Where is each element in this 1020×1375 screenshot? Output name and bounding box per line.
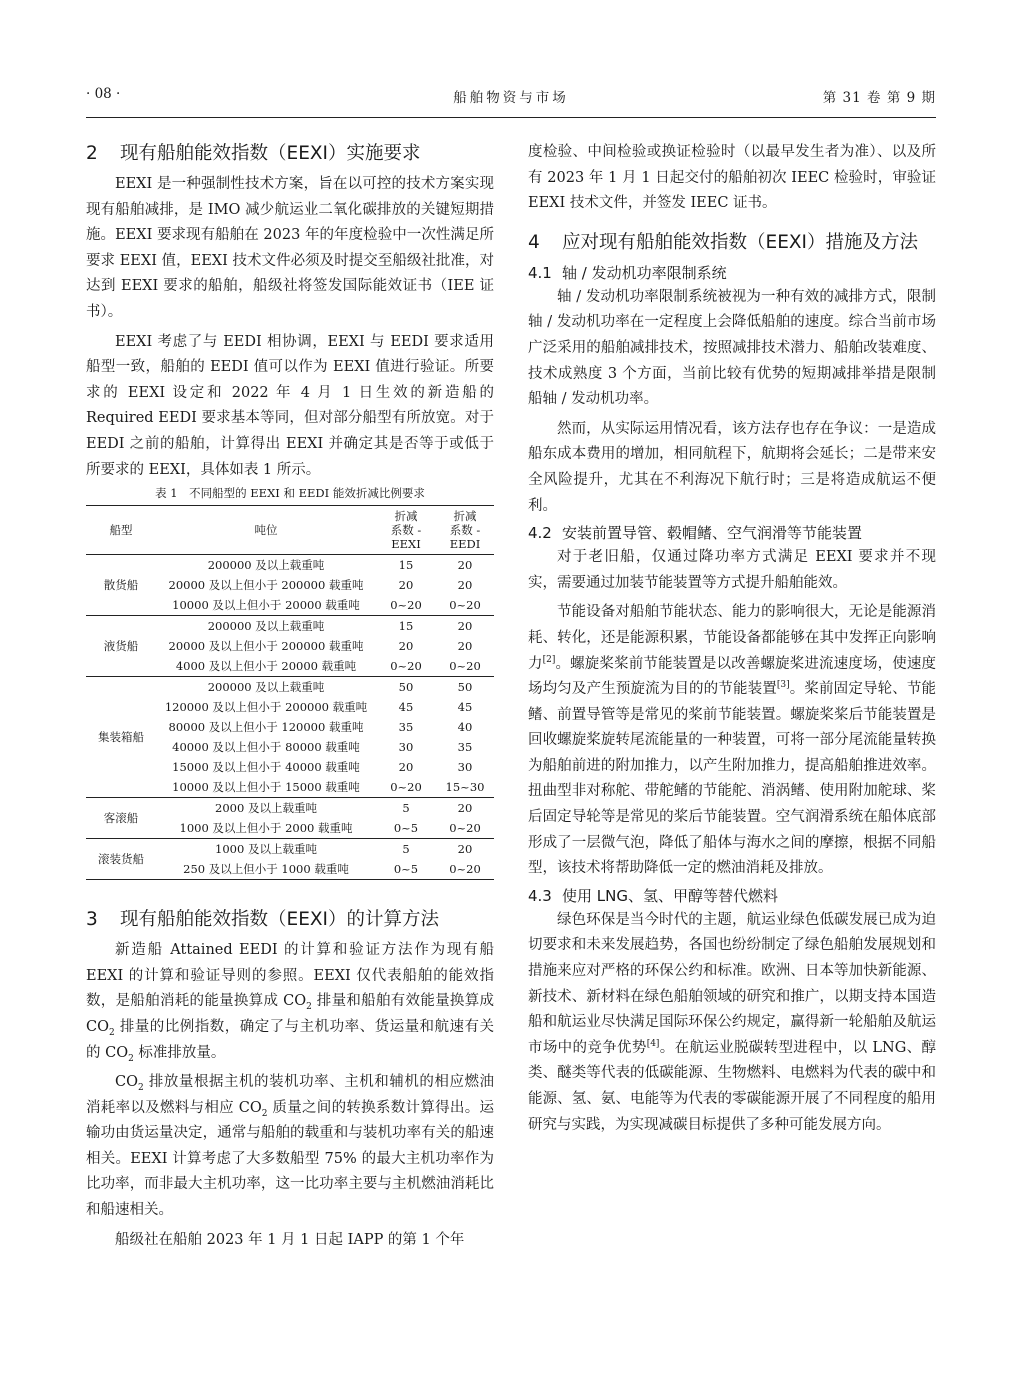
ship-type-cell: 客滚船 [103,811,139,826]
continued-paragraph: 度检验、中间检验或换证检验时（以最早发生者为准）、以及所有 2023 年 1 月 1 日起交付的船舶初次 IEEC 检验时，审验证 EEXI 技术文件，并签发 IEEC 证书。 [528,144,936,212]
section-2-paragraph-2: EEXI 考虑了与 EEDI 相协调，EEXI 与 EEDI 要求适用船型一致，船舶的 EEDI 值可以作为 EEXI 值进行验证。所要求的 EEXI 设定和 2022 年 4 月 1 日生效的新造船的 Required EEDI 要求基本等同，但对部分船型有所放宽。对于 EEDI 之前的船舶，计算得出 EEXI 并确定其是否等于或低于所要求的 EEXI，具体如表 1 所示。 [86,333,494,478]
citation-4[interactable]: [4] [646,1038,660,1049]
section-4-1-heading: 4.1 轴 / 发动机功率限制系统 [528,263,727,282]
eedi-cell: 0~20 [449,862,481,877]
eedi-cell: 45 [457,700,473,715]
eedi-cell: 20 [457,558,473,573]
ship-type-cell: 集装箱船 [98,730,144,745]
tonnage-cell: 15000 及以上但小于 40000 载重吨 [172,760,360,775]
tonnage-cell: 2000 及以上载重吨 [215,801,317,816]
section-3-paragraph-3: 船级社在船舶 2023 年 1 月 1 日起 IAPP 的第 1 个年 [115,1231,465,1248]
eedi-cell: 0~20 [449,821,481,836]
eedi-cell: 20 [457,578,473,593]
tonnage-cell: 200000 及以上载重吨 [207,680,325,695]
eexi-cell: 0~20 [390,659,422,674]
eexi-cell: 5 [402,842,410,857]
ship-type-cell: 散货船 [103,578,139,593]
table-row [86,677,494,698]
tonnage-cell: 40000 及以上但小于 80000 载重吨 [172,740,360,755]
citation-3[interactable]: [3] [776,680,790,691]
citation-2[interactable]: [2] [542,654,556,665]
eedi-cell: 20 [457,639,473,654]
table-header-row [86,506,494,555]
section-4-3-heading: 4.3 使用 LNG、氢、甲醇等替代燃料 [528,886,778,905]
eexi-cell: 15 [398,558,414,573]
tonnage-cell: 10000 及以上但小于 20000 载重吨 [172,598,360,613]
header-eedi: 折减 系数 - EEDI [449,509,481,552]
eedi-cell: 15~30 [445,780,485,795]
tonnage-cell: 200000 及以上载重吨 [207,619,325,634]
eexi-cell: 35 [398,720,414,735]
section-4-1-title: 轴 / 发动机功率限制系统 [562,263,727,282]
journal-title: 船舶物资与市场 [453,90,569,106]
eedi-cell: 30 [457,760,473,775]
eedi-cell: 0~20 [449,598,481,613]
eexi-cell: 0~20 [390,780,422,795]
table-row [86,798,494,819]
section-2-heading: 2 现有船舶能效指数（EEXI）实施要求 [86,143,421,164]
ship-type-cell: 液货船 [103,639,139,654]
table-1-caption: 表 1 不同船型的 EEXI 和 EEDI 能效折减比例要求 [155,486,425,501]
section-4-1-paragraph-2: 然而，从实际运用情况看，该方法存也存在争议：一是造成船东成本费用的增加，相同航程下，航期将会延长；二是带来安全风险提升，尤其在不利海况下航行时；三是将造成航运不便利。 [528,420,936,514]
header-eexi: 折减 系数 - EEXI [390,509,422,552]
section-4-3-paragraph-1: 绿色环保是当今时代的主题，航运业绿色低碳发展已成为迫切要求和未来发展趋势，各国也纷纷制定了绿色船舶发展规划和措施来应对严格的环保公约和标准。欧洲、日本等加快新能源、新技术、新材料在绿色船舶领域的研究和推广，以期支持本国造船和航运业尽快满足国际环保公约规定，赢得新一轮船舶及航运市场中的竞争优势[4]。在航运业脱碳转型进程中，以 LNG、醇类、醚类等代表的低碳能源、生物燃料、电燃料为代表的碳中和能源、氢、氨、电能等为代表的零碳能源开展了不同程度的船用研究与实践，为实现减碳目标提供了多种可能发展方向。 [528,911,936,1133]
section-3-heading: 3 现有船舶能效指数（EEXI）的计算方法 [86,909,440,931]
section-4-2-paragraph-2: 节能设备对船舶节能状态、能力的影响很大，无论是能源消耗、转化，还是能源积累，节能设备都能够在其中发挥正向影响力[2]。螺旋桨桨前节能装置是以改善螺旋桨进流速度场，使速度场均匀及产生预旋流为目的的节能装置[3]。桨前固定导轮、节能鳍、前置导管等是常见的桨前节能装置。螺旋桨桨后节能装置是回收螺旋桨旋转尾流能量的一种装置，可将一部分尾流能量转换为船舶前进的附加推力，以产生附加推力，提高船舶推进效率。扭曲型非对称舵、带舵鳍的节能舵、消涡鳍、使用附加舵球、桨后固定导轮等是常见的桨后节能装置。空气润滑系统在船体底部形成了一层微气泡，降低了船体与海水之间的摩擦，根据不同船型，该技术将帮助降低一定的燃油消耗及排放。 [528,604,937,877]
eedi-cell: 20 [457,619,473,634]
tonnage-cell: 4000 及以上但小于 20000 载重吨 [175,659,357,674]
eexi-cell: 0~5 [393,821,419,836]
eedi-cell: 20 [457,801,473,816]
eexi-cell: 45 [398,700,414,715]
section-4-2-paragraph-1: 对于老旧船，仅通过降功率方式满足 EEXI 要求并不现实，需要通过加装节能装置等方式提升船舶能效。 [528,549,936,591]
eexi-cell: 5 [402,801,410,816]
tonnage-cell: 20000 及以上但小于 200000 载重吨 [168,578,364,593]
tonnage-cell: 1000 及以上载重吨 [215,842,317,857]
section-4-2-title: 安装前置导管、毂帽鳍、空气润滑等节能装置 [562,524,863,543]
tonnage-cell: 200000 及以上载重吨 [207,558,325,573]
header-rule [86,117,936,118]
table-1 [86,505,494,880]
eexi-cell: 20 [398,760,414,775]
section-4-2-heading: 4.2 安装前置导管、毂帽鳍、空气润滑等节能装置 [528,524,863,543]
eexi-cell: 15 [398,619,414,634]
running-header [86,86,936,108]
eedi-cell: 40 [457,720,473,735]
header-ship-type: 船型 [109,523,133,538]
eexi-cell: 0~20 [390,598,422,613]
eedi-cell: 35 [457,740,473,755]
eexi-cell: 30 [398,740,414,755]
eedi-cell: 20 [457,842,473,857]
header-tonnage: 吨位 [254,523,278,538]
issue-info: 第 31 卷 第 9 期 [822,90,936,106]
page-number: · 08 · [86,86,121,102]
eexi-cell: 20 [398,639,414,654]
section-3-paragraph-2: $CO_2$ 排放量根据主机的装机功率、主机和辅机的相应燃油消耗率以及燃料与相应 $CO_2$ 质量之间的转换系数计算得出。运输功由货运量决定，通常与船舶的载重和与装机功率有关的船速相关。EEXI 计算考虑了大多数船型 75% 的最大主机功率作为比功率，而非最大主机功率，这一比功率主要与主机燃油消耗比和船速相关。 [86,1074,495,1219]
right-column [528,140,936,1138]
tonnage-cell: 80000 及以上但小于 120000 载重吨 [168,720,364,735]
eexi-cell: 0~5 [393,862,419,877]
left-column [86,140,494,1253]
tonnage-cell: 20000 及以上但小于 200000 载重吨 [168,639,364,654]
table-row [86,555,494,576]
table-row [86,616,494,637]
section-2-paragraph-1: EEXI 是一种强制性技术方案，旨在以可控的技术方案实现现有船舶减排，是 IMO 减少航运业二氧化碳排放的关键短期措施。EEXI 要求现有船舶在 2023 年的年度检验中一次性满足所要求 EEXI 值，EEXI 技术文件必须及时提交至船级社批准，对达到 EEXI 要求的船舶，船级社将签发国际能效证书（IEE 证书）。 [86,176,494,320]
section-4-title: 应对现有船舶能效指数（EEXI）措施及方法 [562,231,919,253]
eedi-cell: 0~20 [449,659,481,674]
tonnage-cell: 1000 及以上但小于 2000 载重吨 [179,821,353,836]
eexi-cell: 50 [398,680,414,695]
table-row [86,839,494,860]
eedi-cell: 50 [457,680,473,695]
section-4-1-paragraph-1: 轴 / 发动机功率限制系统被视为一种有效的减排方式，限制轴 / 发动机功率在一定程度上会降低船舶的速度。综合当前市场广泛采用的船舶减排技术，按照减排技术潜力、船舶改装难度、技术成熟度 3 个方面，当前比较有优势的短期减排举措是限制船轴 / 发动机功率。 [528,288,936,408]
section-4-3-title: 使用 LNG、氢、甲醇等替代燃料 [562,886,778,905]
section-4-heading: 4 应对现有船舶能效指数（EEXI）措施及方法 [528,231,919,253]
section-3-paragraph-1: 新造船 Attained EEDI 的计算和验证方法作为现有船 EEXI 的计算和验证导则的参照。EEXI 仅代表船舶的能效指数，是船舶消耗的能量换算成 $CO_2$ 排量和船舶有效能量换算成 $CO_2$ 排量的比例指数，确定了与主机功率、货运量和航速有关的 $CO_2$ 标准排放量。 [86,942,495,1064]
eexi-cell: 20 [398,578,414,593]
tonnage-cell: 250 及以上但小于 1000 载重吨 [183,862,349,877]
tonnage-cell: 10000 及以上但小于 15000 载重吨 [172,780,360,795]
section-2-title: 现有船舶能效指数（EEXI）实施要求 [120,143,421,164]
tonnage-cell: 120000 及以上但小于 200000 载重吨 [164,700,368,715]
ship-type-cell: 滚装货船 [98,852,144,867]
section-3-title: 现有船舶能效指数（EEXI）的计算方法 [120,909,440,931]
